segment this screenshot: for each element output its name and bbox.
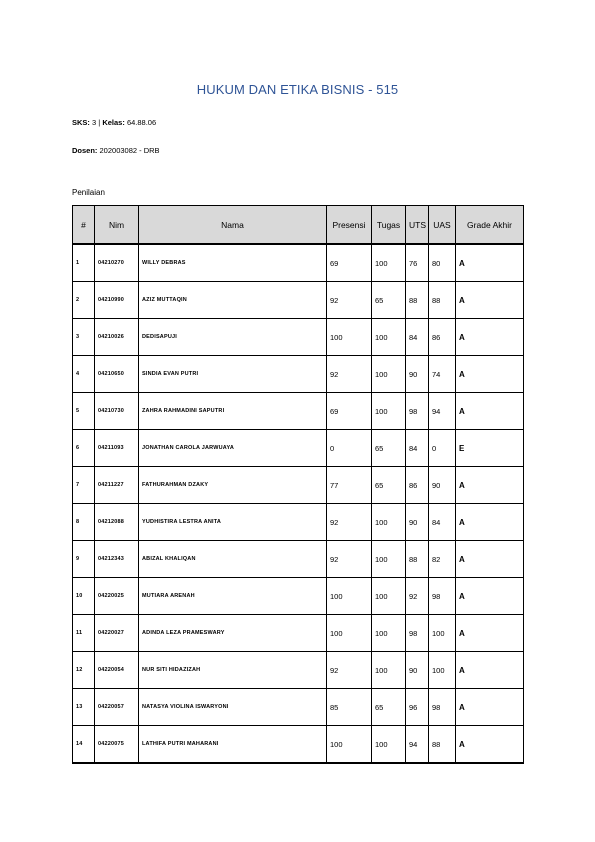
cell-nama: ABIZAL KHALIQAN — [139, 541, 327, 578]
table-row — [73, 319, 524, 356]
cell-nim: 04210990 — [95, 282, 139, 319]
cell-presensi: 100 — [327, 726, 372, 764]
cell-uas: 98 — [429, 689, 456, 726]
dosen-label: Dosen: — [72, 146, 98, 155]
cell-grade: A — [456, 319, 524, 356]
table-row — [73, 652, 524, 689]
cell-tugas: 100 — [372, 504, 406, 541]
table-row — [73, 541, 524, 578]
cell-uts: 92 — [406, 578, 429, 615]
cell-presensi: 69 — [327, 244, 372, 282]
cell-nim: 04212343 — [95, 541, 139, 578]
table-row — [73, 504, 524, 541]
cell-uas: 86 — [429, 319, 456, 356]
cell-nim: 04220054 — [95, 652, 139, 689]
cell-no: 13 — [73, 689, 95, 726]
kelas-label: Kelas: — [102, 118, 125, 127]
cell-uts: 98 — [406, 615, 429, 652]
cell-tugas: 100 — [372, 726, 406, 764]
cell-no: 2 — [73, 282, 95, 319]
cell-tugas: 65 — [372, 689, 406, 726]
cell-uas: 88 — [429, 282, 456, 319]
cell-presensi: 100 — [327, 578, 372, 615]
cell-nim: 04212088 — [95, 504, 139, 541]
column-header-nama: Nama — [139, 206, 327, 245]
cell-grade: A — [456, 282, 524, 319]
table-row — [73, 244, 524, 282]
cell-grade: A — [456, 467, 524, 504]
cell-nama: MUTIARA ARENAH — [139, 578, 327, 615]
cell-no: 8 — [73, 504, 95, 541]
cell-nim: 04220057 — [95, 689, 139, 726]
course-info-line — [72, 118, 156, 127]
cell-uts: 90 — [406, 652, 429, 689]
cell-presensi: 69 — [327, 393, 372, 430]
cell-tugas: 65 — [372, 467, 406, 504]
cell-nama: YUDHISTIRA LESTRA ANITA — [139, 504, 327, 541]
cell-no: 9 — [73, 541, 95, 578]
lecturer-info-line — [72, 146, 160, 155]
column-header-presensi: Presensi — [327, 206, 372, 245]
column-header-uas: UAS — [429, 206, 456, 245]
cell-no: 1 — [73, 244, 95, 282]
cell-uas: 74 — [429, 356, 456, 393]
cell-uts: 84 — [406, 319, 429, 356]
cell-grade: A — [456, 393, 524, 430]
cell-uts: 86 — [406, 467, 429, 504]
cell-uas: 100 — [429, 615, 456, 652]
cell-nim: 04210270 — [95, 244, 139, 282]
cell-nim: 04220075 — [95, 726, 139, 764]
cell-nim: 04210650 — [95, 356, 139, 393]
table-row — [73, 578, 524, 615]
cell-no: 7 — [73, 467, 95, 504]
cell-tugas: 100 — [372, 244, 406, 282]
cell-nim: 04210026 — [95, 319, 139, 356]
table-header-row — [73, 206, 524, 245]
column-header-nim: Nim — [95, 206, 139, 245]
separator: | — [98, 118, 101, 127]
cell-presensi: 85 — [327, 689, 372, 726]
cell-no: 10 — [73, 578, 95, 615]
cell-grade: A — [456, 244, 524, 282]
cell-tugas: 100 — [372, 652, 406, 689]
grades-table — [72, 205, 524, 764]
cell-tugas: 100 — [372, 615, 406, 652]
cell-nama: LATHIFA PUTRI MAHARANI — [139, 726, 327, 764]
table-row — [73, 430, 524, 467]
cell-uts: 88 — [406, 282, 429, 319]
column-header-no: # — [73, 206, 95, 245]
cell-nama: DEDISAPUJI — [139, 319, 327, 356]
cell-uas: 94 — [429, 393, 456, 430]
cell-grade: A — [456, 356, 524, 393]
table-row — [73, 467, 524, 504]
cell-presensi: 77 — [327, 467, 372, 504]
cell-grade: E — [456, 430, 524, 467]
column-header-tugas: Tugas — [372, 206, 406, 245]
cell-no: 3 — [73, 319, 95, 356]
cell-tugas: 100 — [372, 319, 406, 356]
cell-nama: SINDIA EVAN PUTRI — [139, 356, 327, 393]
cell-uts: 94 — [406, 726, 429, 764]
cell-uts: 90 — [406, 356, 429, 393]
dosen-value: 202003082 - DRB — [99, 146, 160, 155]
section-title: Penilaian — [72, 188, 105, 197]
cell-uas: 98 — [429, 578, 456, 615]
document-title: HUKUM DAN ETIKA BISNIS - 515 — [196, 82, 399, 97]
cell-nim: 04220027 — [95, 615, 139, 652]
cell-no: 4 — [73, 356, 95, 393]
cell-uas: 84 — [429, 504, 456, 541]
cell-presensi: 92 — [327, 356, 372, 393]
cell-uas: 90 — [429, 467, 456, 504]
table-row — [73, 689, 524, 726]
cell-tugas: 100 — [372, 393, 406, 430]
column-header-grade-akhir: Grade Akhir — [456, 206, 524, 245]
sks-value: 3 — [92, 118, 97, 127]
table-row — [73, 356, 524, 393]
cell-no: 11 — [73, 615, 95, 652]
cell-nim: 04210730 — [95, 393, 139, 430]
cell-no: 5 — [73, 393, 95, 430]
column-header-uts: UTS — [406, 206, 429, 245]
cell-no: 12 — [73, 652, 95, 689]
cell-uas: 80 — [429, 244, 456, 282]
cell-nama: ZAHRA RAHMADINI SAPUTRI — [139, 393, 327, 430]
cell-tugas: 100 — [372, 356, 406, 393]
cell-nama: NATASYA VIOLINA ISWARYONI — [139, 689, 327, 726]
cell-presensi: 92 — [327, 504, 372, 541]
cell-uas: 82 — [429, 541, 456, 578]
cell-presensi: 100 — [327, 615, 372, 652]
cell-nama: JONATHAN CAROLA JARWUAYA — [139, 430, 327, 467]
cell-uts: 76 — [406, 244, 429, 282]
cell-uts: 90 — [406, 504, 429, 541]
cell-no: 14 — [73, 726, 95, 764]
cell-presensi: 100 — [327, 319, 372, 356]
cell-nim: 04211227 — [95, 467, 139, 504]
cell-presensi: 92 — [327, 541, 372, 578]
kelas-value: 64.88.06 — [126, 118, 157, 127]
cell-nama: AZIZ MUTTAQIN — [139, 282, 327, 319]
cell-grade: A — [456, 504, 524, 541]
cell-grade: A — [456, 652, 524, 689]
cell-tugas: 65 — [372, 430, 406, 467]
sks-label: SKS: — [72, 118, 90, 127]
cell-uts: 98 — [406, 393, 429, 430]
cell-grade: A — [456, 541, 524, 578]
cell-presensi: 92 — [327, 652, 372, 689]
table-row — [73, 393, 524, 430]
table-row — [73, 726, 524, 764]
cell-nama: ADINDA LEZA PRAMESWARY — [139, 615, 327, 652]
table-row — [73, 615, 524, 652]
cell-uts: 88 — [406, 541, 429, 578]
cell-grade: A — [456, 578, 524, 615]
cell-nama: NUR SITI HIDAZIZAH — [139, 652, 327, 689]
cell-uts: 84 — [406, 430, 429, 467]
cell-nim: 04220025 — [95, 578, 139, 615]
cell-grade: A — [456, 615, 524, 652]
table-row — [73, 282, 524, 319]
cell-nim: 04211093 — [95, 430, 139, 467]
cell-tugas: 100 — [372, 541, 406, 578]
cell-uas: 88 — [429, 726, 456, 764]
cell-uas: 100 — [429, 652, 456, 689]
cell-presensi: 92 — [327, 282, 372, 319]
cell-uts: 96 — [406, 689, 429, 726]
cell-grade: A — [456, 689, 524, 726]
cell-nama: FATHURAHMAN DZAKY — [139, 467, 327, 504]
cell-nama: WILLY DEBRAS — [139, 244, 327, 282]
cell-presensi: 0 — [327, 430, 372, 467]
cell-uas: 0 — [429, 430, 456, 467]
cell-tugas: 100 — [372, 578, 406, 615]
cell-no: 6 — [73, 430, 95, 467]
cell-grade: A — [456, 726, 524, 764]
cell-tugas: 65 — [372, 282, 406, 319]
